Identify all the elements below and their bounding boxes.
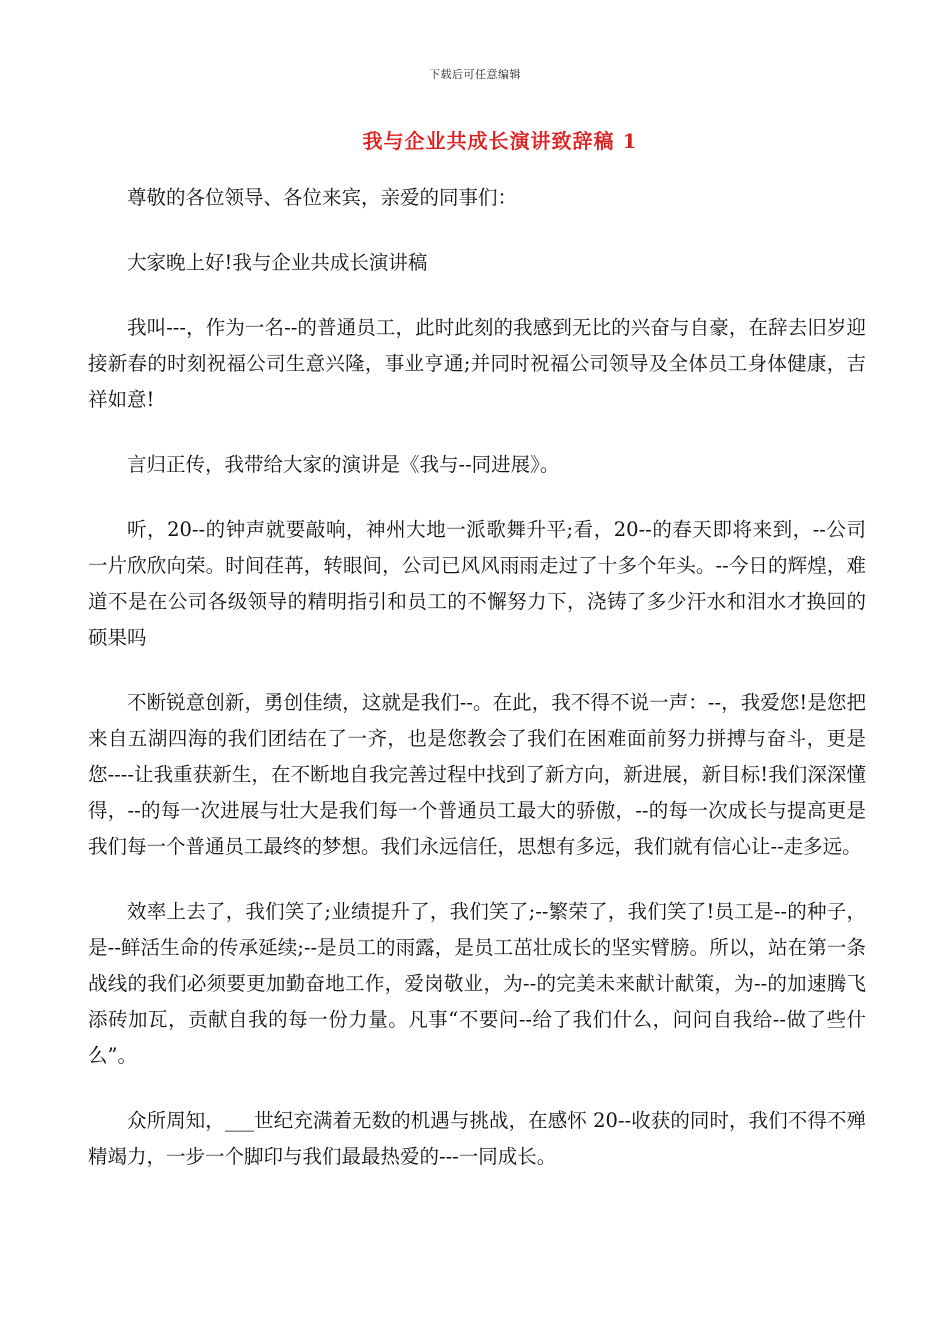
document-title: 我与企业共成长演讲致辞稿 1 [362, 129, 638, 153]
header-note: 下载后可任意编辑 [429, 68, 521, 81]
paragraph-conclusion: 众所周知，___世纪充满着无数的机遇与挑战，在感怀 20--收获的同时，我们不得不殚精竭力，一步一个脚印与我们最最热爱的---一同成长。 [88, 1109, 866, 1168]
paragraph-greeting: 大家晚上好!我与企业共成长演讲稿 [127, 251, 428, 274]
paragraph-history: 听，20--的钟声就要敲响，神州大地一派歌舞升平;看，20--的春天即将来到，--公司一片欣欣向荣。时间荏苒，转眼间，公司已风风雨雨走过了十多个年头。--今日的辉煌，难道不是在公司各级领导的精明指引和员工的不懈努力下，浇铸了多少汗水和泪水才换回的硕果吗 [88, 518, 866, 649]
paragraph-salutation: 尊敬的各位领导、各位来宾，亲爱的同事们： [127, 186, 518, 209]
paragraph-introduction: 我叫---，作为一名--的普通员工，此时此刻的我感到无比的兴奋与自豪，在辞去旧岁迎接新春的时刻祝福公司生意兴隆，事业亨通;并同时祝福公司领导及全体员工身体健康，吉祥如意! [88, 316, 866, 411]
document-body [88, 180, 866, 1204]
paragraph-innovation: 不断锐意创新，勇创佳绩，这就是我们--。在此，我不得不说一声：--，我爱您!是您把来自五湖四海的我们团结在了一齐，也是您教会了我们在困难面前努力拼搏与奋斗，更是您----让我重获新生，在不断地自我完善过程中找到了新方向，新进展，新目标!我们深深懂得，--的每一次进展与壮大是我们每一个普通员工最大的骄傲，--的每一次成长与提高更是我们每一个普通员工最终的梦想。我们永远信任，思想有多远，我们就有信心让--走多远。 [88, 691, 866, 858]
paragraph-topic: 言归正传，我带给大家的演讲是《我与--同进展》。 [127, 453, 560, 476]
paragraph-efficiency: 效率上去了，我们笑了;业绩提升了，我们笑了;--繁荣了，我们笑了!员工是--的种子，是--鲜活生命的传承延续;--是员工的雨露，是员工茁壮成长的坚实臂膀。所以，站在第一条战线的我们必须要更加勤奋地工作，爱岗敬业，为--的完美未来献计献策，为--的加速腾飞添砖加瓦，贡献自我的每一份力量。凡事“不要问--给了我们什么，问问自我给--做了些什么”。 [88, 900, 866, 1067]
